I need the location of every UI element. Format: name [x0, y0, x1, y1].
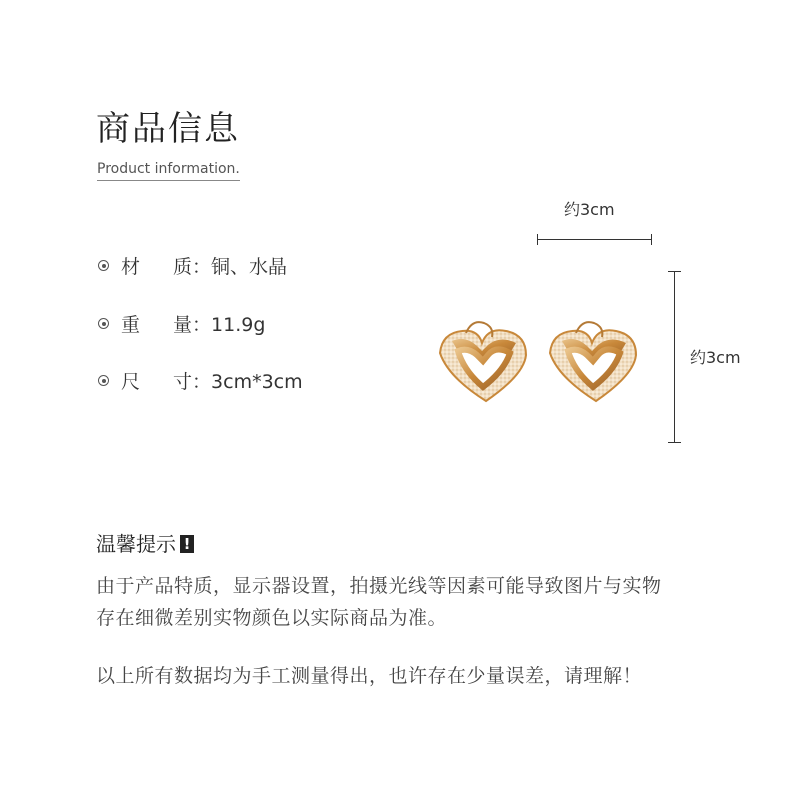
spec-size-row [98, 367, 303, 397]
spec-separator: ： [192, 256, 212, 278]
spec-material-row [98, 252, 287, 282]
spec-label-first-char: 尺 [121, 371, 141, 393]
heart-hoop-earrings-icon [430, 315, 650, 415]
notice-line-2: 存在细微差别实物颜色以实际商品为准。 [96, 607, 448, 629]
left-earring [440, 322, 526, 401]
exclamation-icon: ! [180, 535, 194, 553]
spec-label-second-char: 质 [173, 256, 193, 278]
width-dimension-tick-left [537, 234, 538, 245]
page-subtitle: Product information. [97, 160, 240, 181]
spec-separator: ： [192, 371, 212, 393]
width-dimension-tick-right [651, 234, 652, 245]
height-dimension-tick-bottom [668, 442, 681, 443]
notice-line-1: 由于产品特质，显示器设置，拍摄光线等因素可能导致图片与实物 [96, 575, 662, 597]
width-dimension-line [537, 239, 652, 240]
spec-label-second-char: 寸 [173, 371, 193, 393]
notice-title [96, 531, 194, 557]
spec-weight-row [98, 310, 265, 340]
height-dimension-line [674, 271, 675, 443]
height-dimension-label: 约3cm [690, 348, 741, 367]
spec-label-first-char: 材 [121, 256, 141, 278]
spec-value: 11.9g [211, 314, 266, 336]
spec-separator: ： [192, 314, 212, 336]
width-dimension-label: 约3cm [564, 200, 615, 219]
notice-line-3: 以上所有数据均为手工测量得出，也许存在少量误差，请理解！ [96, 665, 643, 687]
bullet-icon [98, 260, 109, 271]
spec-value: 3cm*3cm [211, 371, 303, 393]
spec-label-first-char: 重 [121, 314, 141, 336]
spec-value: 铜、水晶 [211, 256, 288, 278]
height-dimension-tick-top [668, 271, 681, 272]
spec-label-second-char: 量 [173, 314, 193, 336]
page-title: 商品信息 [96, 109, 240, 149]
right-earring [550, 322, 636, 401]
notice-title-text: 温馨提示 [96, 532, 176, 556]
bullet-icon [98, 318, 109, 329]
bullet-icon [98, 375, 109, 386]
